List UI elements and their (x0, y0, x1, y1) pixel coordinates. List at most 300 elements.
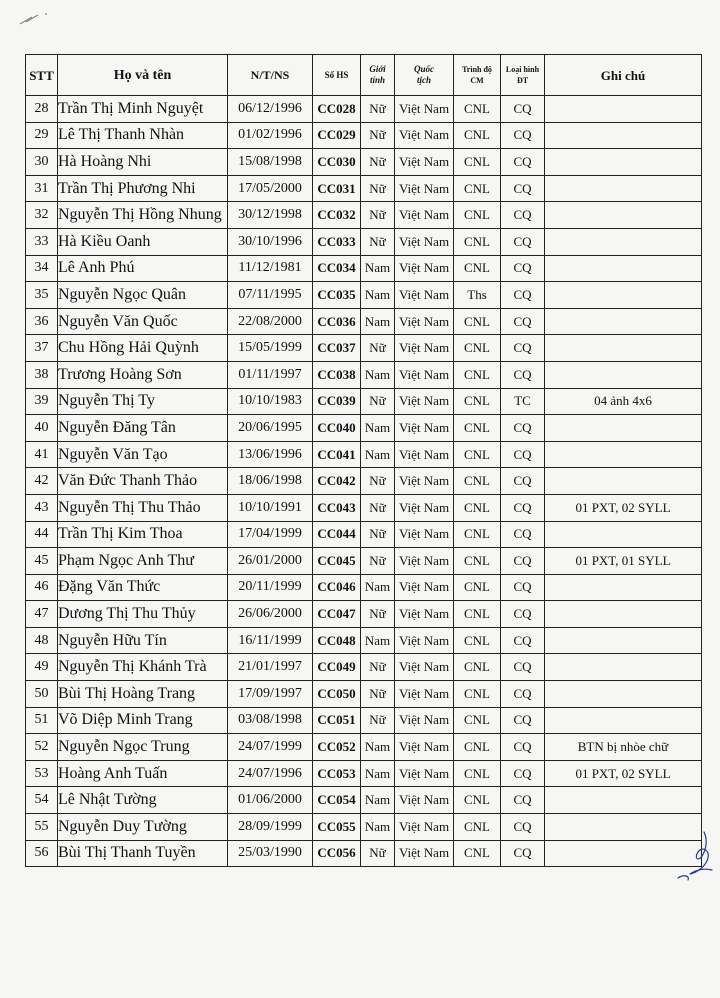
cell-dob: 16/11/1999 (228, 627, 313, 654)
cell-so-hs: CC050 (313, 681, 361, 708)
cell-level: CNL (454, 122, 501, 149)
cell-so-hs: CC054 (313, 787, 361, 814)
cell-type: CQ (501, 282, 545, 309)
cell-name: Văn Đức Thanh Thảo (58, 468, 228, 495)
cell-dob: 03/08/1998 (228, 707, 313, 734)
cell-stt: 38 (26, 361, 58, 388)
cell-gender: Nữ (361, 601, 395, 628)
cell-so-hs: CC032 (313, 202, 361, 229)
cell-so-hs: CC037 (313, 335, 361, 362)
cell-stt: 47 (26, 601, 58, 628)
cell-stt: 28 (26, 96, 58, 123)
table-row (26, 760, 702, 787)
cell-dob: 20/06/1995 (228, 415, 313, 442)
cell-stt: 41 (26, 441, 58, 468)
cell-type: CQ (501, 122, 545, 149)
header-so-hs: Số HS (313, 55, 361, 96)
cell-type: CQ (501, 149, 545, 176)
cell-name: Đặng Văn Thức (58, 574, 228, 601)
cell-stt: 56 (26, 840, 58, 867)
cell-gender: Nam (361, 787, 395, 814)
cell-dob: 01/06/2000 (228, 787, 313, 814)
cell-name: Lê Anh Phú (58, 255, 228, 282)
cell-name: Trần Thị Kim Thoa (58, 521, 228, 548)
cell-level: CNL (454, 521, 501, 548)
cell-type: CQ (501, 787, 545, 814)
cell-level: CNL (454, 468, 501, 495)
cell-gender: Nam (361, 627, 395, 654)
cell-dob: 07/11/1995 (228, 282, 313, 309)
cell-name: Chu Hồng Hải Quỳnh (58, 335, 228, 362)
cell-level: CNL (454, 228, 501, 255)
cell-gender: Nam (361, 255, 395, 282)
cell-so-hs: CC028 (313, 96, 361, 123)
table-row (26, 255, 702, 282)
cell-dob: 30/10/1996 (228, 228, 313, 255)
cell-dob: 22/08/2000 (228, 308, 313, 335)
table-row (26, 441, 702, 468)
cell-nationality: Việt Nam (395, 787, 454, 814)
cell-name: Bùi Thị Thanh Tuyền (58, 840, 228, 867)
cell-nationality: Việt Nam (395, 441, 454, 468)
cell-dob: 20/11/1999 (228, 574, 313, 601)
header-nationality (395, 55, 454, 96)
cell-nationality: Việt Nam (395, 468, 454, 495)
cell-so-hs: CC029 (313, 122, 361, 149)
table-row (26, 361, 702, 388)
cell-gender: Nam (361, 734, 395, 761)
cell-dob: 21/01/1997 (228, 654, 313, 681)
cell-dob: 24/07/1999 (228, 734, 313, 761)
cell-so-hs: CC043 (313, 494, 361, 521)
cell-so-hs: CC053 (313, 760, 361, 787)
cell-level: CNL (454, 361, 501, 388)
table-row (26, 175, 702, 202)
handwritten-signature (668, 828, 718, 888)
cell-level: CNL (454, 494, 501, 521)
cell-level: CNL (454, 441, 501, 468)
cell-level: CNL (454, 787, 501, 814)
cell-dob: 30/12/1998 (228, 202, 313, 229)
cell-gender: Nữ (361, 468, 395, 495)
cell-dob: 18/06/1998 (228, 468, 313, 495)
cell-nationality: Việt Nam (395, 548, 454, 575)
cell-notes (545, 335, 702, 362)
header-type-line2: ĐT (516, 76, 529, 85)
cell-name: Nguyễn Hữu Tín (58, 627, 228, 654)
table-row (26, 840, 702, 867)
cell-stt: 50 (26, 681, 58, 708)
cell-notes (545, 96, 702, 123)
cell-dob: 24/07/1996 (228, 760, 313, 787)
header-notes: Ghi chú (545, 55, 702, 96)
cell-gender: Nam (361, 814, 395, 841)
cell-level: CNL (454, 255, 501, 282)
cell-level: CNL (454, 734, 501, 761)
cell-notes (545, 122, 702, 149)
cell-notes (545, 441, 702, 468)
cell-name: Nguyễn Văn Tạo (58, 441, 228, 468)
cell-nationality: Việt Nam (395, 122, 454, 149)
cell-nationality: Việt Nam (395, 601, 454, 628)
cell-so-hs: CC051 (313, 707, 361, 734)
cell-stt: 52 (26, 734, 58, 761)
cell-notes (545, 654, 702, 681)
student-roster-table (25, 54, 702, 867)
cell-so-hs: CC049 (313, 654, 361, 681)
pen-scribble-mark (18, 10, 58, 30)
cell-notes (545, 175, 702, 202)
table-row (26, 202, 702, 229)
header-gender (361, 55, 395, 96)
cell-nationality: Việt Nam (395, 149, 454, 176)
cell-notes (545, 468, 702, 495)
cell-type: CQ (501, 707, 545, 734)
cell-level: CNL (454, 707, 501, 734)
cell-name: Lê Nhật Tường (58, 787, 228, 814)
cell-gender: Nữ (361, 548, 395, 575)
cell-so-hs: CC044 (313, 521, 361, 548)
cell-gender: Nam (361, 415, 395, 442)
cell-type: TC (501, 388, 545, 415)
cell-gender: Nữ (361, 149, 395, 176)
cell-nationality: Việt Nam (395, 654, 454, 681)
cell-dob: 10/10/1991 (228, 494, 313, 521)
cell-level: CNL (454, 760, 501, 787)
cell-so-hs: CC055 (313, 814, 361, 841)
cell-so-hs: CC035 (313, 282, 361, 309)
cell-stt: 54 (26, 787, 58, 814)
cell-name: Phạm Ngọc Anh Thư (58, 548, 228, 575)
cell-gender: Nữ (361, 681, 395, 708)
cell-dob: 26/06/2000 (228, 601, 313, 628)
cell-level: CNL (454, 388, 501, 415)
cell-stt: 43 (26, 494, 58, 521)
cell-level: CNL (454, 681, 501, 708)
cell-so-hs: CC040 (313, 415, 361, 442)
cell-gender: Nữ (361, 654, 395, 681)
cell-so-hs: CC031 (313, 175, 361, 202)
cell-so-hs: CC056 (313, 840, 361, 867)
table-row (26, 814, 702, 841)
cell-nationality: Việt Nam (395, 734, 454, 761)
table-row (26, 494, 702, 521)
cell-dob: 15/08/1998 (228, 149, 313, 176)
cell-so-hs: CC041 (313, 441, 361, 468)
cell-stt: 55 (26, 814, 58, 841)
cell-stt: 29 (26, 122, 58, 149)
cell-notes (545, 415, 702, 442)
cell-gender: Nữ (361, 175, 395, 202)
cell-gender: Nữ (361, 494, 395, 521)
table-row (26, 308, 702, 335)
cell-stt: 35 (26, 282, 58, 309)
table-row (26, 468, 702, 495)
cell-dob: 11/12/1981 (228, 255, 313, 282)
cell-level: CNL (454, 149, 501, 176)
cell-type: CQ (501, 840, 545, 867)
cell-dob: 17/04/1999 (228, 521, 313, 548)
cell-notes (545, 202, 702, 229)
table-row (26, 654, 702, 681)
table-row (26, 228, 702, 255)
cell-name: Nguyễn Thị Khánh Trà (58, 654, 228, 681)
cell-stt: 30 (26, 149, 58, 176)
cell-stt: 49 (26, 654, 58, 681)
cell-level: CNL (454, 175, 501, 202)
cell-dob: 06/12/1996 (228, 96, 313, 123)
cell-type: CQ (501, 441, 545, 468)
cell-name: Nguyễn Ngọc Quân (58, 282, 228, 309)
cell-stt: 46 (26, 574, 58, 601)
cell-nationality: Việt Nam (395, 308, 454, 335)
cell-name: Dương Thị Thu Thủy (58, 601, 228, 628)
cell-name: Hà Hoàng Nhi (58, 149, 228, 176)
header-gender-line2: tính (369, 75, 385, 85)
table-header-row (26, 55, 702, 96)
cell-type: CQ (501, 468, 545, 495)
cell-notes (545, 627, 702, 654)
table-row (26, 282, 702, 309)
cell-dob: 28/09/1999 (228, 814, 313, 841)
cell-stt: 45 (26, 548, 58, 575)
cell-stt: 32 (26, 202, 58, 229)
table-row (26, 335, 702, 362)
table-row (26, 734, 702, 761)
cell-stt: 31 (26, 175, 58, 202)
cell-dob: 01/02/1996 (228, 122, 313, 149)
cell-gender: Nam (361, 361, 395, 388)
cell-level: CNL (454, 654, 501, 681)
cell-name: Bùi Thị Hoàng Trang (58, 681, 228, 708)
cell-level: CNL (454, 627, 501, 654)
cell-type: CQ (501, 308, 545, 335)
cell-type: CQ (501, 335, 545, 362)
cell-nationality: Việt Nam (395, 361, 454, 388)
cell-stt: 34 (26, 255, 58, 282)
cell-notes: 01 PXT, 01 SYLL (545, 548, 702, 575)
cell-type: CQ (501, 627, 545, 654)
cell-gender: Nam (361, 282, 395, 309)
cell-nationality: Việt Nam (395, 494, 454, 521)
cell-nationality: Việt Nam (395, 707, 454, 734)
cell-notes (545, 681, 702, 708)
cell-name: Nguyễn Văn Quốc (58, 308, 228, 335)
cell-name: Nguyễn Thị Ty (58, 388, 228, 415)
cell-notes (545, 282, 702, 309)
cell-notes (545, 228, 702, 255)
table-row (26, 627, 702, 654)
cell-gender: Nữ (361, 335, 395, 362)
cell-notes (545, 255, 702, 282)
cell-name: Nguyễn Duy Tường (58, 814, 228, 841)
header-dob: N/T/NS (228, 55, 313, 96)
cell-name: Nguyễn Thị Hồng Nhung (58, 202, 228, 229)
header-nationality-line1: Quốc (414, 64, 434, 74)
cell-so-hs: CC033 (313, 228, 361, 255)
cell-notes: 01 PXT, 02 SYLL (545, 494, 702, 521)
cell-stt: 36 (26, 308, 58, 335)
cell-stt: 53 (26, 760, 58, 787)
cell-so-hs: CC052 (313, 734, 361, 761)
cell-type: CQ (501, 574, 545, 601)
table-row (26, 574, 702, 601)
cell-name: Nguyễn Thị Thu Thảo (58, 494, 228, 521)
cell-nationality: Việt Nam (395, 282, 454, 309)
cell-notes: 04 ảnh 4x6 (545, 388, 702, 415)
cell-gender: Nam (361, 574, 395, 601)
table-row (26, 548, 702, 575)
cell-level: CNL (454, 415, 501, 442)
cell-stt: 48 (26, 627, 58, 654)
cell-so-hs: CC039 (313, 388, 361, 415)
cell-level: CNL (454, 574, 501, 601)
header-level-line1: Trình độ (462, 65, 492, 74)
header-nationality-line2: tịch (416, 75, 431, 85)
header-stt: STT (26, 55, 58, 96)
cell-nationality: Việt Nam (395, 681, 454, 708)
cell-gender: Nữ (361, 840, 395, 867)
cell-type: CQ (501, 601, 545, 628)
cell-dob: 01/11/1997 (228, 361, 313, 388)
cell-name: Trần Thị Minh Nguyệt (58, 96, 228, 123)
cell-notes (545, 361, 702, 388)
cell-notes (545, 521, 702, 548)
cell-level: CNL (454, 335, 501, 362)
cell-gender: Nữ (361, 202, 395, 229)
cell-dob: 15/05/1999 (228, 335, 313, 362)
cell-nationality: Việt Nam (395, 840, 454, 867)
table-row (26, 122, 702, 149)
cell-gender: Nữ (361, 521, 395, 548)
cell-type: CQ (501, 548, 545, 575)
cell-dob: 25/03/1990 (228, 840, 313, 867)
cell-dob: 17/09/1997 (228, 681, 313, 708)
cell-name: Trương Hoàng Sơn (58, 361, 228, 388)
cell-dob: 26/01/2000 (228, 548, 313, 575)
cell-level: CNL (454, 601, 501, 628)
cell-so-hs: CC036 (313, 308, 361, 335)
cell-so-hs: CC034 (313, 255, 361, 282)
header-name: Họ và tên (58, 55, 228, 96)
cell-level: Ths (454, 282, 501, 309)
cell-stt: 40 (26, 415, 58, 442)
cell-type: CQ (501, 760, 545, 787)
cell-name: Lê Thị Thanh Nhàn (58, 122, 228, 149)
cell-stt: 42 (26, 468, 58, 495)
cell-type: CQ (501, 814, 545, 841)
cell-nationality: Việt Nam (395, 255, 454, 282)
cell-type: CQ (501, 415, 545, 442)
cell-notes (545, 787, 702, 814)
cell-dob: 17/05/2000 (228, 175, 313, 202)
cell-so-hs: CC046 (313, 574, 361, 601)
cell-nationality: Việt Nam (395, 574, 454, 601)
cell-gender: Nam (361, 308, 395, 335)
cell-notes (545, 574, 702, 601)
cell-name: Nguyễn Ngọc Trung (58, 734, 228, 761)
cell-so-hs: CC042 (313, 468, 361, 495)
cell-level: CNL (454, 96, 501, 123)
cell-type: CQ (501, 734, 545, 761)
cell-so-hs: CC048 (313, 627, 361, 654)
cell-type: CQ (501, 255, 545, 282)
cell-stt: 33 (26, 228, 58, 255)
cell-dob: 13/06/1996 (228, 441, 313, 468)
cell-gender: Nữ (361, 707, 395, 734)
cell-nationality: Việt Nam (395, 521, 454, 548)
cell-nationality: Việt Nam (395, 335, 454, 362)
cell-name: Trần Thị Phương Nhi (58, 175, 228, 202)
cell-stt: 44 (26, 521, 58, 548)
cell-nationality: Việt Nam (395, 627, 454, 654)
table-body (26, 96, 702, 867)
header-level-line2: CM (470, 76, 484, 85)
cell-nationality: Việt Nam (395, 202, 454, 229)
table-row (26, 415, 702, 442)
cell-gender: Nữ (361, 388, 395, 415)
cell-type: CQ (501, 654, 545, 681)
cell-nationality: Việt Nam (395, 814, 454, 841)
cell-notes: 01 PXT, 02 SYLL (545, 760, 702, 787)
table-row (26, 787, 702, 814)
cell-nationality: Việt Nam (395, 760, 454, 787)
cell-type: CQ (501, 361, 545, 388)
cell-type: CQ (501, 96, 545, 123)
cell-level: CNL (454, 548, 501, 575)
cell-nationality: Việt Nam (395, 228, 454, 255)
cell-type: CQ (501, 202, 545, 229)
table-row (26, 521, 702, 548)
cell-notes (545, 601, 702, 628)
table-row (26, 601, 702, 628)
cell-so-hs: CC038 (313, 361, 361, 388)
cell-type: CQ (501, 681, 545, 708)
cell-stt: 39 (26, 388, 58, 415)
table-row (26, 388, 702, 415)
cell-so-hs: CC030 (313, 149, 361, 176)
cell-nationality: Việt Nam (395, 388, 454, 415)
cell-so-hs: CC045 (313, 548, 361, 575)
table-row (26, 149, 702, 176)
cell-name: Hà Kiều Oanh (58, 228, 228, 255)
cell-level: CNL (454, 840, 501, 867)
cell-type: CQ (501, 521, 545, 548)
cell-notes (545, 149, 702, 176)
cell-dob: 10/10/1983 (228, 388, 313, 415)
table-row (26, 96, 702, 123)
cell-nationality: Việt Nam (395, 96, 454, 123)
cell-stt: 37 (26, 335, 58, 362)
cell-type: CQ (501, 175, 545, 202)
table-row (26, 707, 702, 734)
header-gender-line1: Giới (369, 64, 386, 74)
cell-notes (545, 707, 702, 734)
cell-name: Nguyễn Đăng Tân (58, 415, 228, 442)
cell-notes: BTN bị nhòe chữ (545, 734, 702, 761)
cell-gender: Nữ (361, 122, 395, 149)
cell-level: CNL (454, 814, 501, 841)
header-type-line1: Loại hình (505, 65, 540, 74)
cell-notes (545, 308, 702, 335)
cell-gender: Nam (361, 441, 395, 468)
header-level (454, 55, 501, 96)
cell-type: CQ (501, 494, 545, 521)
cell-name: Hoàng Anh Tuấn (58, 760, 228, 787)
cell-gender: Nữ (361, 228, 395, 255)
cell-nationality: Việt Nam (395, 415, 454, 442)
cell-type: CQ (501, 228, 545, 255)
